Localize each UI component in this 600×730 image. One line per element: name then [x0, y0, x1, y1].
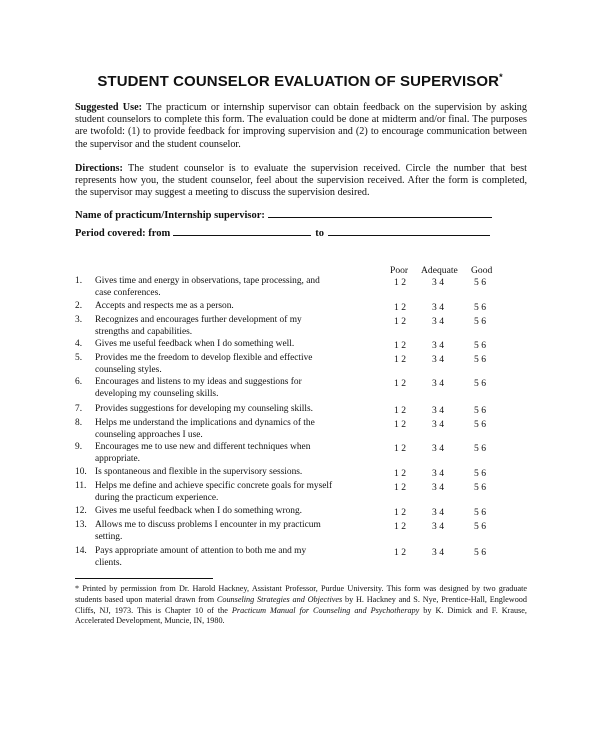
supervisor-name-field [75, 208, 492, 221]
rating-poor-options[interactable]: 1 2 [394, 354, 406, 365]
rating-poor-options[interactable]: 1 2 [394, 340, 406, 351]
directions-text: The student counselor is to evaluate the supervision received. Circle the number that best represents how you, the student counselor, feel about the supervision received. After the form is completed, the supervisor may suggest a meeting to discuss the supervision desired. [75, 163, 527, 199]
rating-adequate-options[interactable]: 3 4 [432, 405, 444, 416]
item-text: Allows me to discuss problems I encounter in my practicum setting. [95, 520, 321, 542]
rating-adequate-options[interactable]: 3 4 [432, 378, 444, 389]
rating-adequate-options[interactable]: 3 4 [432, 316, 444, 327]
directions-label: Directions: [75, 163, 123, 174]
rating-good-options[interactable]: 5 6 [474, 316, 486, 327]
rating-good-options[interactable]: 5 6 [474, 277, 486, 288]
rating-good-options[interactable]: 5 6 [474, 340, 486, 351]
column-header-poor: Poor [390, 265, 409, 276]
rating-poor-options[interactable]: 1 2 [394, 316, 406, 327]
rating-poor-options[interactable]: 1 2 [394, 419, 406, 430]
rating-adequate-options[interactable]: 3 4 [432, 443, 444, 454]
item-number: 13. [75, 520, 87, 530]
item-number: 9. [75, 442, 83, 452]
rating-poor-options[interactable]: 1 2 [394, 507, 406, 518]
page-title [0, 72, 600, 90]
rating-good-options[interactable]: 5 6 [474, 405, 486, 416]
item-number: 10. [75, 467, 87, 477]
rating-poor-options[interactable]: 1 2 [394, 482, 406, 493]
directions-paragraph [75, 163, 527, 200]
item-number: 7. [75, 404, 83, 414]
supervisor-name-blank[interactable] [268, 208, 492, 218]
rating-good-options[interactable]: 5 6 [474, 443, 486, 454]
item-text: Pays appropriate amount of attention to both me and my clients. [95, 546, 307, 568]
rating-adequate-options[interactable]: 3 4 [432, 507, 444, 518]
item-text: Encourages me to use new and different techniques when appropriate. [95, 442, 311, 464]
item-text: Encourages and listens to my ideas and suggestions for developing my counseling skills. [95, 377, 302, 399]
item-text: Provides suggestions for developing my counseling skills. [95, 404, 313, 414]
rating-poor-options[interactable]: 1 2 [394, 521, 406, 532]
rating-adequate-options[interactable]: 3 4 [432, 302, 444, 313]
item-number: 4. [75, 339, 83, 349]
rating-poor-options[interactable]: 1 2 [394, 378, 406, 389]
rating-poor-options[interactable]: 1 2 [394, 468, 406, 479]
footnote-book-title-2: Practicum Manual for Counseling and Psychotherapy [231, 605, 420, 615]
footnote-text-2: by H. Hackney and S. Nye, Prentice-Hall, Englewood Cliffs, NJ, 1973. This is Chapter 10 of the [75, 594, 527, 615]
item-number: 11. [75, 481, 87, 491]
item-number: 2. [75, 301, 83, 311]
rating-good-options[interactable]: 5 6 [474, 302, 486, 313]
supervisor-name-label: Name of practicum/Internship supervisor: [75, 210, 265, 221]
item-number: 12. [75, 506, 87, 516]
rating-poor-options[interactable]: 1 2 [394, 302, 406, 313]
item-number: 8. [75, 418, 83, 428]
rating-good-options[interactable]: 5 6 [474, 547, 486, 558]
period-from-blank[interactable] [173, 226, 311, 236]
item-text: Provides me the freedom to develop flexible and effective counseling styles. [95, 353, 313, 375]
footnote [75, 584, 527, 627]
rating-adequate-options[interactable]: 3 4 [432, 482, 444, 493]
rating-adequate-options[interactable]: 3 4 [432, 419, 444, 430]
period-covered-field [75, 226, 490, 239]
period-from-label: Period covered: from [75, 228, 171, 239]
footnote-text-1: * Printed by permission from Dr. Harold Hackney, Assistant Professor, Purdue University. This form was designed by two graduate students based upon material drawn from [75, 584, 527, 604]
item-text: Accepts and respects me as a person. [95, 301, 234, 311]
item-text: Helps me define and achieve specific concrete goals for myself during the practicum experience. [95, 481, 333, 503]
rating-adequate-options[interactable]: 3 4 [432, 468, 444, 479]
rating-good-options[interactable]: 5 6 [474, 378, 486, 389]
rating-poor-options[interactable]: 1 2 [394, 277, 406, 288]
rating-good-options[interactable]: 5 6 [474, 468, 486, 479]
period-to-label: to [315, 228, 324, 239]
column-header-adequate: Adequate [421, 265, 458, 276]
rating-adequate-options[interactable]: 3 4 [432, 277, 444, 288]
title-text: STUDENT COUNSELOR EVALUATION OF SUPERVISOR [97, 73, 500, 90]
suggested-use-paragraph [75, 102, 527, 151]
rating-good-options[interactable]: 5 6 [474, 521, 486, 532]
period-to-blank[interactable] [328, 226, 490, 236]
rating-adequate-options[interactable]: 3 4 [432, 354, 444, 365]
item-text: Recognizes and encourages further development of my strengths and capabilities. [95, 315, 302, 337]
rating-adequate-options[interactable]: 3 4 [432, 340, 444, 351]
suggested-use-label: Suggested Use: [75, 102, 142, 113]
footnote-divider [75, 578, 213, 579]
item-text: Helps me understand the implications and dynamics of the counseling approaches I use. [95, 418, 315, 440]
rating-adequate-options[interactable]: 3 4 [432, 547, 444, 558]
item-text: Is spontaneous and flexible in the supervisory sessions. [95, 467, 303, 477]
title-footnote-mark: * [499, 72, 503, 82]
rating-good-options[interactable]: 5 6 [474, 482, 486, 493]
rating-adequate-options[interactable]: 3 4 [432, 521, 444, 532]
item-number: 14. [75, 546, 87, 556]
rating-good-options[interactable]: 5 6 [474, 419, 486, 430]
rating-good-options[interactable]: 5 6 [474, 354, 486, 365]
item-number: 5. [75, 353, 83, 363]
footnote-book-title-1: Counseling Strategies and Objectives [216, 594, 343, 604]
item-text: Gives time and energy in observations, tape processing, and case conferences. [95, 276, 320, 298]
suggested-use-text: The practicum or internship supervisor can obtain feedback on the supervision by asking student counselors to complete this form. The evaluation could be done at midterm and/or final. The purposes are twofold: (1) to provide feedback for improving supervision and (2) to encourage communication between the supervisor and the student counselor. [75, 102, 527, 150]
rating-good-options[interactable]: 5 6 [474, 507, 486, 518]
item-text: Gives me useful feedback when I do something wrong. [95, 506, 302, 516]
item-number: 1. [75, 276, 83, 286]
rating-poor-options[interactable]: 1 2 [394, 405, 406, 416]
footnote-text-3: by K. Dimick and F. Krause, Accelerated Development, Muncie, IN, 1980. [75, 605, 527, 626]
item-number: 6. [75, 377, 83, 387]
rating-poor-options[interactable]: 1 2 [394, 443, 406, 454]
rating-poor-options[interactable]: 1 2 [394, 547, 406, 558]
item-number: 3. [75, 315, 83, 325]
column-header-good: Good [471, 265, 493, 276]
item-text: Gives me useful feedback when I do something well. [95, 339, 295, 349]
